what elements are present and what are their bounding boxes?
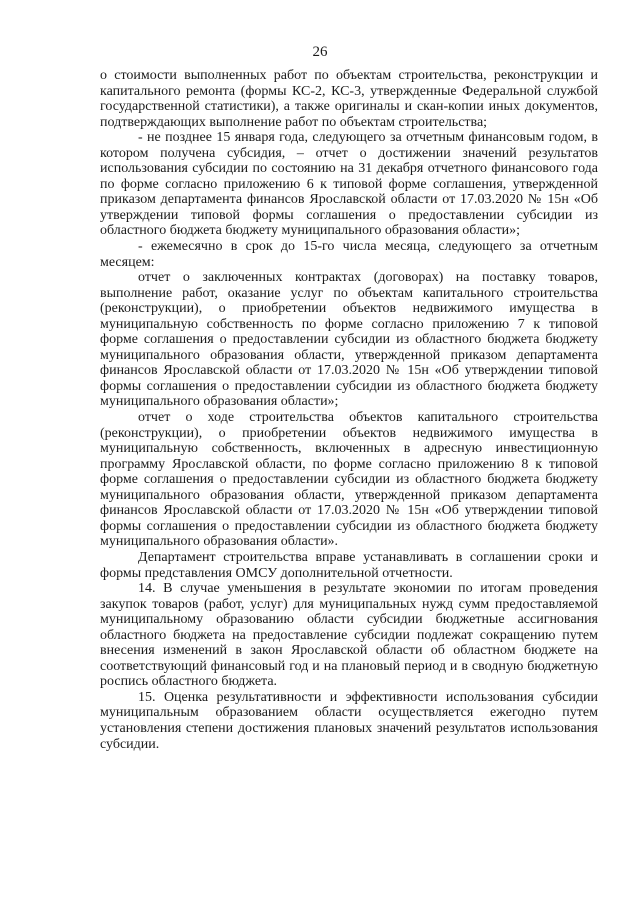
paragraph-contracts-report: отчет о заключенных контрактах (договорах) на поставку товаров, выполнение работ, оказание услуг по объектам капитального строительства (реконструкции), о приобретении объектов недвижимого имущества в муниципальную собственность по форме согласно приложению 7 к типовой форме соглашения о предоставлении субсидии из областного бюджета бюджету муниципального образования области, утвержденной приказом департамента финансов Ярославской области от 17.03.2020 № 15н «Об утверждении типовой формы соглашения о предоставлении субсидии из областного бюджета бюджету муниципального образования области»; — [100, 270, 598, 410]
paragraph-item-15: 15. Оценка результативности и эффективности использования субсидии муниципальным образованием области осуществляется ежегодно путем установления степени достижения плановых значений результатов использования субсидии. — [100, 689, 598, 752]
paragraph-additional-reporting: Департамент строительства вправе устанавливать в соглашении сроки и формы представления ОМСУ дополнительной отчетности. — [100, 549, 598, 581]
paragraph-construction-report: отчет о ходе строительства объектов капитального строительства (реконструкции), о приобретении объектов недвижимого имущества в муниципальную собственность, включенных в адресную инвестиционную программу Ярославской области, по форме согласно приложению 8 к типовой форме соглашения о предоставлении субсидии из областного бюджета бюджету муниципального образования области, утвержденной приказом департамента финансов Ярославской области от 17.03.2020 № 15н «Об утверждении типовой формы соглашения о предоставлении субсидии из областного бюджета бюджету муниципального образования области». — [100, 410, 598, 550]
page-number: 26 — [312, 44, 328, 60]
body-text — [100, 68, 598, 752]
paragraph-continuation: о стоимости выполненных работ по объектам строительства, реконструкции и капитального ремонта (формы КС-2, КС-3, утвержденные Федеральной службой государственной статистики), а также оригиналы и скан-копии иных документов, подтверждающих выполнение работ по объектам строительства; — [100, 68, 598, 130]
paragraph-monthly-deadline: - ежемесячно в срок до 15-го числа месяца, следующего за отчетным месяцем: — [100, 239, 598, 270]
paragraph-item-14: 14. В случае уменьшения в результате экономии по итогам проведения закупок товаров (работ, услуг) для муниципальных нужд сумм предоставляемой муниципальному образованию области субсидии бюджетные ассигнования областного бюджета на предоставление субсидии подлежат сокращению путем внесения изменений в закон Ярославской области об областном бюджете на соответствующий финансовый год и на плановый период и в сводную бюджетную роспись областного бюджета. — [100, 581, 598, 690]
paragraph-deadline-january: - не позднее 15 января года, следующего за отчетным финансовым годом, в котором получена субсидия, – отчет о достижении значений результатов использования субсидии по состоянию на 31 декабря отчетного финансового года по форме согласно приложению 6 к типовой форме соглашения, утвержденной приказом департамента финансов Ярославской области от 17.03.2020 № 15н «Об утверждении типовой формы соглашения о предоставлении субсидии из областного бюджета бюджету муниципального образования области»; — [100, 130, 598, 239]
